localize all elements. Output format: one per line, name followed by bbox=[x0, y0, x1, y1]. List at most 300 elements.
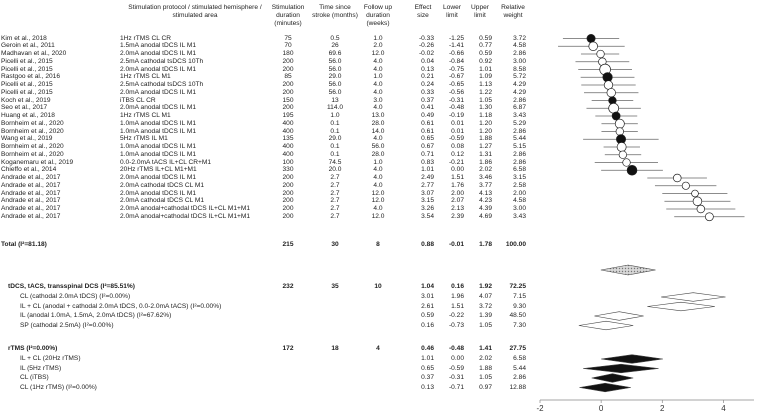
study-point bbox=[587, 34, 595, 42]
study-upper: 0.59 bbox=[479, 50, 492, 57]
study-duration: 400 bbox=[282, 127, 294, 135]
study-follow-up: 2.0 bbox=[373, 42, 383, 50]
study-protocol: 5Hz rTMS IL M1 bbox=[120, 135, 168, 143]
subgroup-diamond bbox=[592, 374, 634, 383]
subgroup-label: IL (5Hz rTMS) bbox=[20, 364, 62, 372]
study-upper: 3.46 bbox=[479, 174, 492, 181]
study-name: Chieffo et al., 2014 bbox=[1, 166, 57, 174]
study-duration: 75 bbox=[284, 34, 292, 42]
study-time-since-stroke: 2.7 bbox=[330, 181, 340, 189]
study-lower: -0.48 bbox=[448, 104, 464, 112]
study-duration: 400 bbox=[282, 150, 294, 158]
study-protocol: 2.0mA anodal tDCS IL M1 bbox=[120, 65, 196, 73]
subgroup-diamond bbox=[579, 321, 633, 330]
header-duration: Stimulation duration (minutes) bbox=[271, 4, 305, 27]
study-duration: 200 bbox=[282, 189, 294, 197]
study-weight: 8.58 bbox=[513, 65, 526, 73]
subgroup-weight: 9.30 bbox=[513, 302, 526, 310]
study-protocol: 2.0mA anodal tDCS IL M1 bbox=[120, 104, 196, 112]
study-weight: 3.72 bbox=[513, 34, 526, 42]
study-upper: 4.39 bbox=[479, 205, 492, 212]
study-name: Picelli et al., 2015 bbox=[1, 88, 53, 96]
study-point bbox=[693, 197, 702, 206]
subgroup-weight: 7.30 bbox=[513, 321, 526, 329]
study-follow-up: 1.0 bbox=[373, 73, 383, 81]
study-upper: 1.01 bbox=[479, 65, 492, 73]
study-follow-up: 12.0 bbox=[371, 197, 385, 205]
subgroup-label: SP (cathodal 2.5mA) (I²=0.00%) bbox=[20, 321, 114, 329]
group-follow-up: 10 bbox=[374, 283, 382, 290]
study-lower: -0.66 bbox=[448, 50, 464, 57]
study-duration: 200 bbox=[282, 104, 294, 112]
study-time-since-stroke: 0.1 bbox=[330, 143, 340, 150]
study-time-since-stroke: 56.0 bbox=[328, 81, 342, 88]
total-duration: 215 bbox=[282, 241, 294, 248]
study-lower: -0.75 bbox=[448, 65, 464, 73]
study-lower: 0.01 bbox=[451, 127, 464, 135]
subgroup-label: IL (anodal 1.0mA, 1.5mA, 2.0mA tDCS) (I²=67.62%) bbox=[20, 312, 172, 319]
study-lower: 1.51 bbox=[451, 174, 464, 181]
study-upper: 1.13 bbox=[479, 81, 492, 88]
study-protocol: 2.0mA anodal tDCS IL M1 bbox=[120, 174, 196, 181]
study-follow-up: 4.0 bbox=[373, 88, 383, 96]
study-time-since-stroke: 69.6 bbox=[328, 50, 342, 57]
study-duration: 85 bbox=[284, 73, 292, 81]
group-duration: 232 bbox=[282, 283, 294, 290]
study-weight: 2.86 bbox=[513, 127, 526, 135]
study-time-since-stroke: 56.0 bbox=[328, 88, 342, 96]
subgroup-label: CL (cathodal 2.0mA tDCS) (I²=0.00%) bbox=[20, 293, 131, 300]
study-protocol: 1.5mA anodal tDCS IL M1 bbox=[120, 42, 196, 50]
study-name: Bornheim et al., 2020 bbox=[1, 119, 64, 127]
study-lower: -0.19 bbox=[448, 112, 464, 119]
study-upper: 1.09 bbox=[479, 73, 492, 81]
study-effect: 0.13 bbox=[421, 65, 434, 73]
study-effect: 2.77 bbox=[421, 181, 434, 189]
study-weight: 5.29 bbox=[513, 119, 526, 127]
study-follow-up: 4.0 bbox=[373, 135, 383, 143]
study-time-since-stroke: 74.5 bbox=[328, 158, 342, 166]
study-follow-up: 12.0 bbox=[371, 50, 385, 57]
subgroup-weight: 6.58 bbox=[513, 355, 526, 362]
study-duration: 200 bbox=[282, 81, 294, 88]
subgroup-effect: 0.37 bbox=[421, 374, 434, 381]
subgroup-lower: -0.31 bbox=[448, 374, 464, 381]
group-lower: 0.16 bbox=[451, 283, 464, 290]
study-upper: 1.31 bbox=[479, 150, 492, 158]
subgroup-lower: 0.00 bbox=[451, 355, 464, 362]
subgroup-upper: 1.05 bbox=[479, 374, 492, 381]
study-effect: -0.26 bbox=[418, 42, 434, 50]
study-name: Seo et al., 2017 bbox=[1, 104, 48, 112]
subgroup-weight: 12.88 bbox=[509, 383, 526, 391]
study-weight: 2.86 bbox=[513, 158, 526, 166]
study-name: Picelli et al., 2015 bbox=[1, 65, 53, 73]
study-duration: 400 bbox=[282, 143, 294, 150]
study-point bbox=[604, 81, 613, 90]
study-weight: 4.29 bbox=[513, 81, 526, 88]
study-point bbox=[616, 128, 624, 136]
subgroup-effect: 0.65 bbox=[421, 364, 434, 372]
study-name: Madhavan et al., 2020 bbox=[1, 50, 67, 57]
study-effect: 0.67 bbox=[421, 143, 434, 150]
subgroup-lower: 1.51 bbox=[451, 302, 464, 310]
study-weight: 2.00 bbox=[513, 189, 526, 197]
study-upper: 4.69 bbox=[479, 212, 492, 220]
study-time-since-stroke: 0.1 bbox=[330, 119, 340, 127]
study-follow-up: 4.0 bbox=[373, 205, 383, 212]
study-lower: -0.21 bbox=[448, 158, 464, 166]
header-effect-size: Effect size bbox=[414, 4, 432, 19]
study-lower: 0.08 bbox=[451, 143, 464, 150]
study-name: Andrade et al., 2017 bbox=[1, 189, 61, 197]
subgroup-lower: 1.96 bbox=[451, 293, 464, 300]
header-relative-weight: Relative weight bbox=[501, 4, 525, 19]
study-protocol: 1.0mA anodal tDCS IL M1 bbox=[120, 127, 196, 135]
study-effect: 0.49 bbox=[421, 112, 434, 119]
study-time-since-stroke: 56.0 bbox=[328, 57, 342, 65]
study-duration: 200 bbox=[282, 174, 294, 181]
study-effect: 3.07 bbox=[421, 189, 434, 197]
subgroup-effect: 3.01 bbox=[421, 293, 434, 300]
study-effect: 0.61 bbox=[421, 119, 434, 127]
study-effect: 3.26 bbox=[421, 205, 434, 212]
study-point bbox=[597, 50, 605, 58]
study-duration: 200 bbox=[282, 65, 294, 73]
group-upper: 1.41 bbox=[479, 345, 492, 352]
study-duration: 200 bbox=[282, 197, 294, 205]
study-name: Andrade et al., 2017 bbox=[1, 197, 61, 205]
study-protocol: 2.5mA cathodal tsDCS 10Th bbox=[120, 57, 204, 65]
study-weight: 5.44 bbox=[513, 135, 526, 143]
subgroup-upper: 1.39 bbox=[479, 312, 492, 319]
study-upper: 1.20 bbox=[479, 127, 492, 135]
study-effect: 0.37 bbox=[421, 96, 434, 104]
x-axis-tick-label: -2 bbox=[536, 404, 544, 412]
study-lower: 1.76 bbox=[451, 181, 464, 189]
study-lower: 2.07 bbox=[451, 197, 464, 205]
study-point bbox=[609, 103, 619, 113]
study-weight: 3.15 bbox=[513, 174, 526, 181]
study-effect: 0.41 bbox=[421, 104, 434, 112]
study-effect: 1.01 bbox=[421, 166, 434, 174]
study-effect: 3.15 bbox=[421, 197, 434, 205]
study-lower: -0.67 bbox=[448, 73, 464, 81]
study-protocol: 20Hz rTMS IL+CL M1+M1 bbox=[120, 166, 197, 174]
study-name: Andrade et al., 2017 bbox=[1, 205, 61, 212]
study-duration: 195 bbox=[282, 112, 294, 119]
study-lower: -0.65 bbox=[448, 81, 464, 88]
study-name: Picelli et al., 2015 bbox=[1, 57, 53, 65]
header-lower-limit: Lower limit bbox=[443, 4, 461, 19]
study-weight: 2.86 bbox=[513, 50, 526, 57]
study-lower: 0.00 bbox=[451, 166, 464, 174]
group-upper: 1.92 bbox=[479, 283, 492, 290]
study-follow-up: 13.0 bbox=[371, 112, 385, 119]
study-protocol: 1Hz rTMS CL M1 bbox=[120, 112, 171, 119]
subgroup-weight: 7.15 bbox=[513, 293, 526, 300]
study-effect: -0.02 bbox=[418, 50, 434, 57]
study-point bbox=[682, 182, 689, 189]
study-follow-up: 14.0 bbox=[371, 127, 385, 135]
study-lower: 2.00 bbox=[451, 189, 464, 197]
study-weight: 2.58 bbox=[513, 181, 526, 189]
study-duration: 200 bbox=[282, 88, 294, 96]
study-protocol: 2.5mA cathodal tsDCS 10Th bbox=[120, 81, 204, 88]
study-protocol: 1Hz rTMS CL M1 bbox=[120, 73, 171, 81]
subgroup-label: CL (1Hz rTMS) (I²=0.00%) bbox=[20, 383, 97, 391]
study-follow-up: 12.0 bbox=[371, 189, 385, 197]
total-lower: -0.01 bbox=[448, 241, 464, 248]
study-duration: 135 bbox=[282, 135, 294, 143]
study-time-since-stroke: 29.0 bbox=[328, 135, 342, 143]
study-follow-up: 4.0 bbox=[373, 57, 383, 65]
study-follow-up: 1.0 bbox=[373, 158, 383, 166]
study-name: Geroin et al., 2011 bbox=[1, 42, 55, 50]
study-duration: 330 bbox=[282, 166, 294, 174]
study-point bbox=[705, 213, 713, 221]
subgroup-effect: 2.61 bbox=[421, 302, 434, 310]
total-upper: 1.78 bbox=[479, 241, 492, 248]
header-protocol: Stimulation protocol / stimulated hemisphere / stimulated area bbox=[128, 4, 262, 19]
total-label: Total (I²=81.18) bbox=[1, 241, 47, 248]
study-name: Koch et al., 2019 bbox=[1, 96, 51, 104]
study-name: Huang et al., 2018 bbox=[1, 112, 55, 119]
study-weight: 2.86 bbox=[513, 96, 526, 104]
subgroup-lower: -0.73 bbox=[448, 321, 464, 329]
study-follow-up: 4.0 bbox=[373, 81, 383, 88]
study-point bbox=[619, 151, 627, 159]
study-upper: 0.59 bbox=[479, 34, 492, 42]
study-effect: 0.61 bbox=[421, 127, 434, 135]
study-name: Bornheim et al., 2020 bbox=[1, 143, 64, 150]
study-duration: 200 bbox=[282, 212, 294, 220]
study-weight: 5.15 bbox=[513, 143, 526, 150]
study-point bbox=[617, 142, 626, 151]
subgroup-label: IL + CL (anodal + cathodal 2.0mA tDCS, 0.0-2.0mA tACS) (I²=0.00%) bbox=[20, 302, 222, 310]
study-weight: 6.58 bbox=[513, 166, 526, 174]
subgroup-upper: 1.88 bbox=[479, 364, 492, 372]
study-duration: 200 bbox=[282, 57, 294, 65]
study-time-since-stroke: 56.0 bbox=[328, 65, 342, 73]
subgroup-diamond bbox=[661, 293, 726, 302]
study-protocol: 1.0mA anodal tDCS IL M1 bbox=[120, 119, 196, 127]
subgroup-diamond bbox=[594, 312, 643, 321]
study-follow-up: 28.0 bbox=[371, 150, 385, 158]
study-protocol: 2.0mA cathodal tDCS CL M1 bbox=[120, 181, 205, 189]
header-time-since-stroke: Time since stroke (months) bbox=[312, 4, 358, 19]
study-protocol: 2.0mA cathodal tDCS CL M1 bbox=[120, 197, 205, 205]
study-time-since-stroke: 2.7 bbox=[330, 189, 340, 197]
study-follow-up: 4.0 bbox=[373, 104, 383, 112]
study-upper: 1.86 bbox=[479, 158, 492, 166]
subgroup-weight: 48.50 bbox=[509, 312, 526, 319]
header-follow-up: Follow up duration (weeks) bbox=[363, 4, 393, 27]
study-point bbox=[692, 190, 699, 197]
study-weight: 5.72 bbox=[513, 73, 526, 81]
study-lower: 2.13 bbox=[451, 205, 464, 212]
subgroup-lower: -0.71 bbox=[448, 383, 464, 391]
study-time-since-stroke: 2.7 bbox=[330, 212, 340, 220]
group-label: rTMS (I²=0.00%) bbox=[8, 345, 58, 352]
study-follow-up: 1.0 bbox=[373, 34, 383, 42]
study-duration: 150 bbox=[282, 96, 294, 104]
header-upper-limit: Upper limit bbox=[471, 4, 489, 19]
group-effect: 1.04 bbox=[421, 283, 434, 290]
study-effect: 3.54 bbox=[421, 212, 434, 220]
study-name: Kim et al., 2018 bbox=[1, 34, 47, 42]
study-time-since-stroke: 0.5 bbox=[330, 34, 340, 42]
study-time-since-stroke: 1.0 bbox=[330, 112, 340, 119]
subgroup-diamond bbox=[601, 355, 663, 364]
subgroup-upper: 3.72 bbox=[479, 302, 492, 310]
study-point bbox=[673, 174, 681, 182]
study-point bbox=[612, 112, 620, 120]
study-point bbox=[607, 88, 616, 97]
study-lower: -1.41 bbox=[448, 42, 464, 50]
study-time-since-stroke: 2.7 bbox=[330, 205, 340, 212]
study-name: Andrade et al., 2017 bbox=[1, 212, 61, 220]
study-upper: 0.77 bbox=[479, 42, 492, 50]
study-upper: 1.22 bbox=[479, 88, 492, 96]
study-weight: 4.29 bbox=[513, 88, 526, 96]
study-time-since-stroke: 13 bbox=[331, 96, 339, 104]
study-follow-up: 4.0 bbox=[373, 166, 383, 174]
subgroup-label: CL (iTBS) bbox=[20, 374, 49, 381]
study-point bbox=[589, 42, 598, 51]
study-effect: 2.49 bbox=[421, 174, 434, 181]
study-follow-up: 3.0 bbox=[373, 96, 383, 104]
study-protocol: 1Hz rTMS CL CR bbox=[120, 34, 172, 42]
group-duration: 172 bbox=[282, 345, 294, 352]
study-duration: 200 bbox=[282, 181, 294, 189]
subgroup-upper: 4.07 bbox=[479, 293, 492, 300]
study-follow-up: 12.0 bbox=[371, 212, 385, 220]
study-duration: 400 bbox=[282, 119, 294, 127]
total-weight: 100.00 bbox=[505, 241, 526, 248]
study-duration: 200 bbox=[282, 205, 294, 212]
study-name: Koganemaru et al., 2019 bbox=[1, 158, 74, 166]
study-name: Rastgoo et al., 2016 bbox=[1, 73, 61, 81]
study-upper: 1.05 bbox=[479, 96, 492, 104]
study-protocol: 2.0mA anodal+cathodal tDCS IL+CL M1+M1 bbox=[120, 212, 251, 220]
group-weight: 72.25 bbox=[509, 283, 526, 290]
study-follow-up: 28.0 bbox=[371, 119, 385, 127]
group-effect: 0.46 bbox=[421, 345, 434, 352]
study-upper: 3.77 bbox=[479, 181, 492, 189]
study-lower: -0.31 bbox=[448, 96, 464, 104]
study-lower: -1.25 bbox=[448, 34, 464, 42]
subgroup-weight: 5.44 bbox=[513, 364, 526, 372]
subgroup-upper: 0.97 bbox=[479, 383, 492, 391]
study-follow-up: 4.0 bbox=[373, 65, 383, 73]
subgroup-effect: 0.59 bbox=[421, 312, 434, 319]
subgroup-diamond bbox=[579, 383, 630, 392]
study-time-since-stroke: 2.7 bbox=[330, 197, 340, 205]
study-duration: 180 bbox=[282, 50, 294, 57]
study-time-since-stroke: 0.1 bbox=[330, 150, 340, 158]
study-name: Bornheim et al., 2020 bbox=[1, 150, 64, 158]
subgroup-upper: 2.02 bbox=[479, 355, 492, 362]
study-protocol: 1.0mA anodal tDCS IL M1 bbox=[120, 143, 196, 150]
group-lower: -0.48 bbox=[448, 345, 464, 352]
study-weight: 3.00 bbox=[513, 205, 526, 212]
total-follow-up: 8 bbox=[376, 241, 380, 248]
study-name: Andrade et al., 2017 bbox=[1, 174, 61, 181]
subgroup-upper: 1.05 bbox=[479, 321, 492, 329]
study-time-since-stroke: 26 bbox=[331, 42, 339, 50]
study-weight: 3.43 bbox=[513, 212, 526, 220]
study-name: Wang et al., 2019 bbox=[1, 135, 53, 143]
study-time-since-stroke: 114.0 bbox=[326, 104, 343, 112]
study-lower: -0.59 bbox=[448, 135, 464, 143]
subgroup-lower: -0.59 bbox=[448, 364, 464, 372]
study-lower: 2.39 bbox=[451, 212, 464, 220]
study-effect: 0.83 bbox=[421, 158, 434, 166]
study-upper: 4.23 bbox=[479, 197, 492, 205]
study-point bbox=[615, 119, 624, 128]
study-effect: 0.71 bbox=[421, 150, 434, 158]
study-upper: 0.92 bbox=[479, 57, 492, 65]
study-weight: 4.58 bbox=[513, 197, 526, 205]
total-time-since-stroke: 30 bbox=[331, 241, 339, 248]
subgroup-diamond bbox=[583, 364, 659, 373]
study-upper: 2.02 bbox=[479, 166, 492, 174]
study-lower: -0.56 bbox=[448, 88, 464, 96]
group-label: tDCS, tACS, transspinal DCS (I²=85.51%) bbox=[8, 283, 135, 290]
study-upper: 1.27 bbox=[479, 143, 492, 150]
study-weight: 3.43 bbox=[513, 112, 526, 119]
study-point bbox=[627, 165, 637, 175]
study-weight: 4.58 bbox=[513, 42, 526, 50]
study-point bbox=[623, 159, 631, 167]
subgroup-lower: -0.22 bbox=[448, 312, 464, 319]
study-effect: 0.24 bbox=[421, 81, 434, 88]
study-lower: 0.12 bbox=[451, 150, 464, 158]
subgroup-diamond bbox=[647, 302, 715, 311]
subgroup-effect: 1.01 bbox=[421, 355, 434, 362]
subgroup-effect: 0.16 bbox=[421, 321, 434, 329]
study-protocol: 2.0mA anodal tDCS IL M1 bbox=[120, 189, 196, 197]
total-diamond bbox=[601, 265, 656, 275]
x-axis-tick-label: 4 bbox=[721, 404, 726, 412]
study-upper: 1.20 bbox=[479, 119, 492, 127]
study-lower: 0.01 bbox=[451, 119, 464, 127]
study-protocol: 0.0-2.0mA tACS IL+CL CR+M1 bbox=[120, 158, 212, 166]
study-protocol: 2.0mA anodal tDCS IL M1 bbox=[120, 50, 196, 57]
x-axis-tick-label: 0 bbox=[598, 404, 604, 412]
study-follow-up: 56.0 bbox=[371, 143, 385, 150]
study-time-since-stroke: 29.0 bbox=[328, 73, 342, 81]
x-axis-tick-label: 2 bbox=[660, 404, 665, 412]
study-effect: 0.33 bbox=[421, 88, 434, 96]
group-follow-up: 4 bbox=[376, 345, 380, 352]
study-follow-up: 4.0 bbox=[373, 181, 383, 189]
study-weight: 2.86 bbox=[513, 150, 526, 158]
group-time-since-stroke: 35 bbox=[331, 283, 339, 290]
group-time-since-stroke: 18 bbox=[331, 345, 339, 352]
study-point bbox=[697, 205, 705, 213]
study-effect: -0.33 bbox=[418, 34, 434, 42]
study-protocol: 2.0mA anodal+cathodal tDCS IL+CL M1+M1 bbox=[120, 205, 251, 212]
total-effect: 0.88 bbox=[421, 241, 434, 248]
study-duration: 100 bbox=[282, 158, 294, 166]
study-name: Picelli et al., 2015 bbox=[1, 81, 53, 88]
study-time-since-stroke: 0.1 bbox=[330, 127, 340, 135]
study-time-since-stroke: 2.7 bbox=[330, 174, 340, 181]
study-protocol: 1.0mA anodal tDCS IL M1 bbox=[120, 150, 196, 158]
subgroup-weight: 2.86 bbox=[513, 374, 526, 381]
